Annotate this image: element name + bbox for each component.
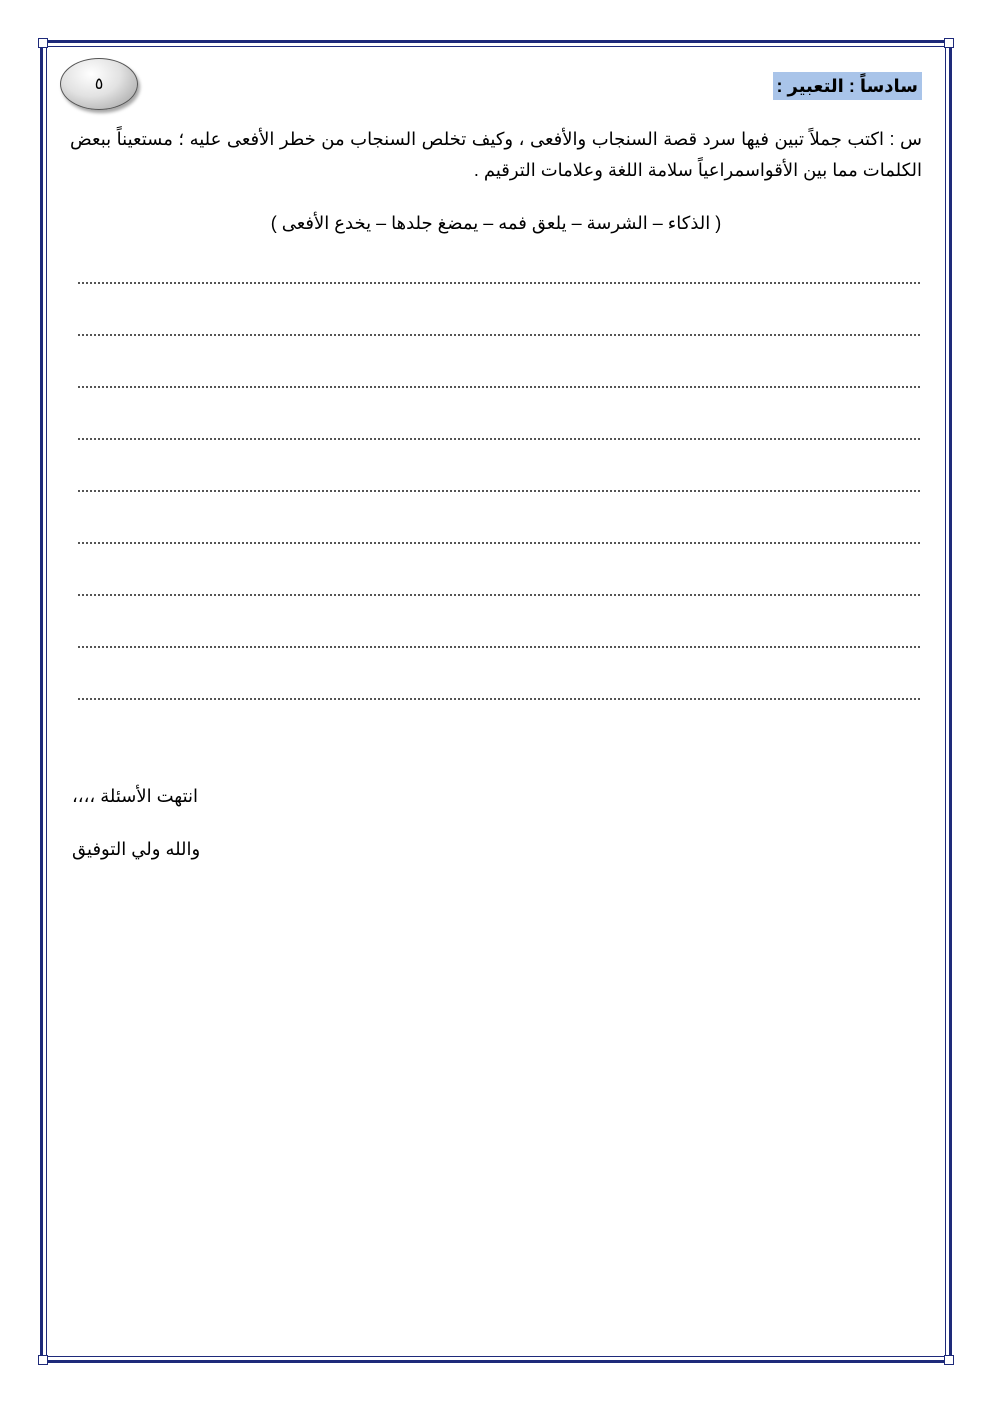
answer-line[interactable] [78, 698, 920, 700]
border-corner-top-left [38, 38, 48, 48]
closing-blessing: والله ولي التوفيق [72, 839, 201, 859]
question-text: س : اكتب جملاً تبين فيها سرد قصة السنجاب والأفعى ، وكيف تخلص السنجاب من خطر الأفعى عليه ؛ مستعيناً ببعض الكلمات مما بين الأقواسمراعياً سلامة اللغة وعلامات الترقيم . [70, 129, 922, 180]
border-corner-bottom-left [38, 1355, 48, 1365]
answer-line[interactable] [78, 490, 920, 492]
answer-line[interactable] [78, 334, 920, 336]
page-number-badge [60, 58, 138, 110]
word-bank: ( الذكاء – الشرسة – يلعق فمه – يمضغ جلدها – يخدع الأفعى ) [270, 213, 722, 233]
answer-line[interactable] [78, 386, 920, 388]
answer-line[interactable] [78, 646, 920, 648]
answer-line[interactable] [78, 594, 920, 596]
page-number: ٥ [94, 76, 104, 93]
end-note: انتهت الأسئلة ،،،، [72, 786, 199, 806]
page-border-inner [46, 46, 946, 1357]
border-corner-top-right [944, 38, 954, 48]
answer-line[interactable] [78, 282, 920, 284]
answer-line[interactable] [78, 542, 920, 544]
answer-line[interactable] [78, 438, 920, 440]
border-corner-bottom-right [944, 1355, 954, 1365]
section-title: سادساً : التعبير : [773, 72, 922, 100]
